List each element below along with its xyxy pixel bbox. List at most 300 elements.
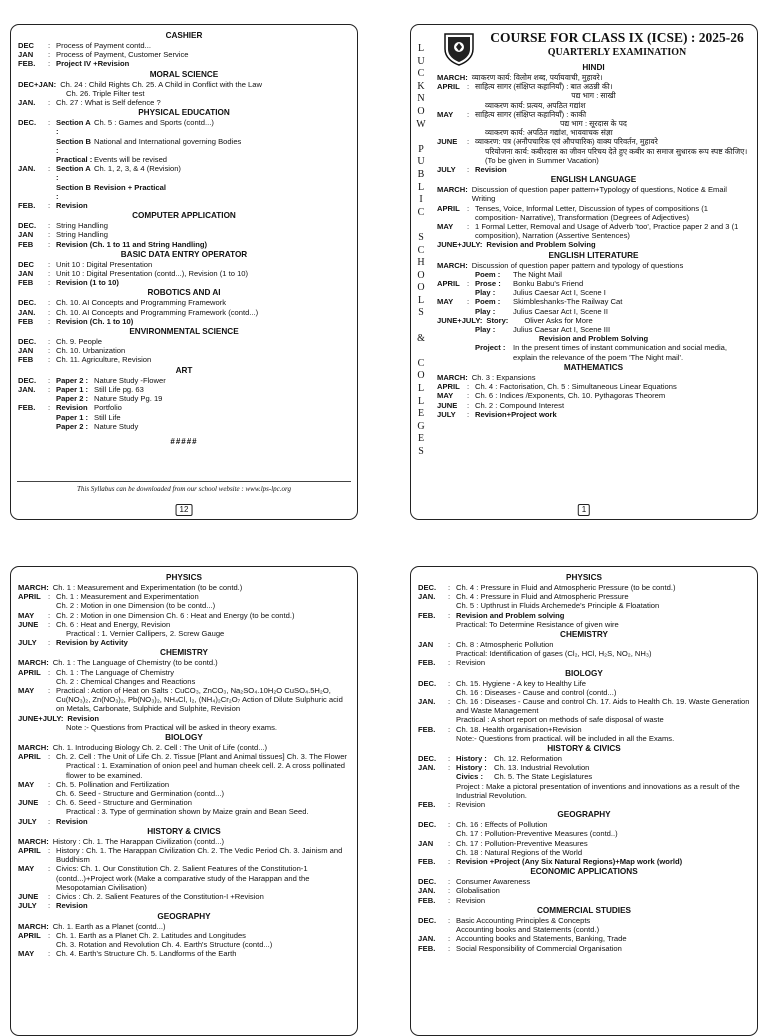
syllabus-row bbox=[18, 308, 350, 317]
row-colon: : bbox=[467, 82, 470, 92]
syllabus-row bbox=[18, 41, 350, 50]
row-text: Revision and Problem Solving bbox=[538, 334, 649, 344]
row-text: Ch. 12. Reformation bbox=[494, 754, 562, 764]
row-month bbox=[18, 761, 48, 779]
row-colon: : bbox=[48, 686, 51, 696]
syllabus-row bbox=[18, 98, 350, 107]
row-text: Ch. 9. People bbox=[56, 337, 103, 347]
row-month: JUNE bbox=[437, 400, 458, 410]
row-text: व्याकरण कार्य: विलोम शब्द, पर्यायवाची, मुहावरे। bbox=[471, 73, 603, 82]
row-colon: : bbox=[467, 165, 470, 175]
row-colon bbox=[467, 307, 475, 316]
syllabus-row bbox=[437, 373, 750, 382]
syllabus-row bbox=[18, 931, 350, 940]
row-month: MARCH: bbox=[437, 372, 468, 382]
vertical-letter: C bbox=[417, 357, 425, 369]
row-text: Ch. 4. Earth's Structure Ch. 5. Landforms of the Earth bbox=[56, 949, 237, 959]
row-text: Revision by Activity bbox=[56, 638, 128, 648]
row-month: JAN bbox=[18, 346, 34, 356]
vertical-letter: K bbox=[417, 80, 425, 92]
row-text: Consumer Awareness bbox=[456, 877, 531, 887]
row-text: Ch. 5. The State Legislatures bbox=[494, 772, 593, 782]
row-colon: : bbox=[448, 934, 451, 944]
row-colon: : bbox=[48, 278, 51, 288]
row-text: Practical : Action of Heat on Salts : CuCO₃, ZnCO₃, Na₂SO₄.10H₂O CuSO₄.5H₂O, Cu(NO₃)₂, Zn(NO₃)₂, Pb(NO₃)₂, NH₄Cl, I₂, (NH₄)₂Cr₂O₇ Action of Dilute Sulphuric acid on Metals, Carbonate, Sulphide and Sulphite, Revision bbox=[56, 686, 343, 714]
row-colon bbox=[448, 688, 456, 697]
row-label: Paper 1 : bbox=[56, 412, 89, 422]
row-colon bbox=[48, 677, 56, 686]
row-month bbox=[437, 147, 467, 165]
row-colon: : bbox=[448, 610, 451, 620]
row-text: Ch. 10. Urbanization bbox=[56, 346, 126, 356]
row-month: APRIL bbox=[18, 667, 41, 677]
syllabus-row bbox=[418, 725, 750, 734]
row-month bbox=[18, 183, 48, 201]
section-title: PHYSICS bbox=[566, 573, 602, 582]
row-month: FEB. bbox=[418, 610, 436, 620]
row-label: Play : bbox=[475, 325, 496, 335]
row-text: Practical : 1. Examination of onion peel and human cheek cell. 2. A cross pollinated flower to be examined. bbox=[66, 761, 346, 780]
row-text: Revision (Ch. 1 to 10) bbox=[56, 316, 134, 326]
syllabus-page-12 bbox=[10, 24, 358, 520]
row-month: MARCH: bbox=[18, 583, 49, 592]
section-title: BASIC DATA ENTRY OPERATOR bbox=[120, 249, 248, 259]
row-label: Paper 2 : bbox=[56, 394, 89, 404]
row-month: MARCH: bbox=[437, 260, 468, 270]
row-colon: : bbox=[448, 658, 451, 668]
row-colon bbox=[48, 807, 56, 816]
row-colon: : bbox=[448, 820, 451, 830]
syllabus-row bbox=[18, 864, 350, 892]
row-month: JUNE+JULY: bbox=[437, 240, 483, 250]
syllabus-row bbox=[418, 583, 750, 592]
row-month bbox=[437, 128, 467, 137]
row-month: MAY bbox=[18, 864, 35, 874]
row-colon: : bbox=[48, 259, 51, 269]
vertical-letter bbox=[420, 345, 423, 358]
row-colon bbox=[448, 620, 456, 629]
row-month: DEC. bbox=[418, 583, 437, 592]
row-month: JAN. bbox=[418, 592, 436, 602]
row-month bbox=[18, 155, 48, 164]
syllabus-row bbox=[437, 137, 750, 146]
row-colon bbox=[448, 601, 456, 610]
syllabus-row bbox=[437, 119, 750, 128]
page-number: 1 bbox=[578, 504, 590, 516]
row-text: Project : Make a pictoral presentation of inventions and innovations as a result of the Industrial Revolution. bbox=[456, 781, 740, 800]
row-text: Nature Study bbox=[94, 421, 139, 431]
row-colon bbox=[48, 761, 56, 779]
row-text: String Handling bbox=[56, 221, 108, 231]
row-colon: : bbox=[448, 895, 451, 905]
row-month: MAY bbox=[437, 297, 454, 307]
row-colon: : bbox=[48, 164, 51, 174]
row-colon: : bbox=[448, 754, 451, 764]
row-month: JAN. bbox=[18, 384, 36, 394]
row-month: FEB. bbox=[18, 403, 36, 413]
row-colon: : bbox=[48, 239, 51, 249]
row-month: DEC. bbox=[18, 337, 37, 347]
syllabus-row bbox=[18, 59, 350, 68]
row-month: JAN bbox=[418, 640, 434, 650]
vertical-letter: N bbox=[417, 93, 425, 105]
vertical-letter: U bbox=[417, 55, 425, 67]
row-text: Revision +Project (Any Six Natural Regions)+Map work (world) bbox=[456, 857, 683, 867]
syllabus-row bbox=[418, 734, 750, 743]
syllabus-row bbox=[437, 204, 750, 222]
syllabus-row bbox=[418, 772, 750, 781]
row-month: JAN bbox=[418, 838, 434, 848]
row-month: FEB. bbox=[18, 59, 36, 69]
vertical-letter: U bbox=[417, 156, 425, 168]
row-text: Tenses, Voice, Informal Letter, Discussion of types of compositions (1 composition- Narrative), Transformation (Degrees of Adjectives) bbox=[475, 203, 708, 222]
row-colon: : bbox=[48, 816, 51, 826]
row-month: DEC. bbox=[18, 221, 37, 231]
row-text: Skimbleshanks-The Railway Cat bbox=[513, 297, 623, 307]
row-label: Play : bbox=[475, 288, 496, 298]
section-title: PHYSICS bbox=[166, 573, 202, 582]
row-month: MAY bbox=[18, 686, 35, 696]
row-month bbox=[18, 394, 48, 403]
row-colon: : bbox=[467, 222, 470, 232]
syllabus-row bbox=[18, 743, 350, 752]
section-title: MORAL SCIENCE bbox=[149, 69, 219, 79]
row-text: परियोजना कार्य: कबीरदास का जीवन परिचय देते हुए कबीर का समाज सुधारक रूप स्पष्ट कीजिए। (To be given in Summer Vacation) bbox=[485, 146, 748, 165]
syllabus-row bbox=[18, 422, 350, 431]
row-colon bbox=[448, 715, 456, 724]
row-colon: : bbox=[48, 892, 51, 902]
syllabus-row bbox=[18, 137, 350, 155]
row-text: Ch. 10. AI Concepts and Programming Framework (contd...) bbox=[56, 307, 259, 317]
row-colon: : bbox=[48, 346, 51, 356]
row-text: Revision bbox=[56, 816, 88, 826]
row-text: साहित्य सागर (संक्षिप्त कहानियाँ) : बात अठन्नी की। bbox=[475, 82, 613, 92]
syllabus-row bbox=[437, 343, 750, 361]
row-month: MARCH: bbox=[437, 185, 468, 195]
row-month bbox=[418, 734, 448, 743]
syllabus-row bbox=[18, 723, 350, 732]
row-colon bbox=[48, 155, 56, 164]
row-text: Ch. 10. AI Concepts and Programming Framework bbox=[56, 298, 227, 308]
syllabus-row bbox=[18, 592, 350, 601]
row-month: MAY bbox=[18, 949, 35, 959]
row-text: पद्य भाग : सूरदास के पद bbox=[560, 119, 627, 129]
row-colon: : bbox=[48, 221, 51, 231]
vertical-letter: O bbox=[417, 269, 425, 281]
row-colon: : bbox=[448, 697, 451, 707]
row-month: FEB bbox=[18, 316, 34, 326]
row-month bbox=[18, 789, 48, 798]
syllabus-row bbox=[437, 73, 750, 82]
syllabus-row bbox=[18, 413, 350, 422]
syllabus-row bbox=[418, 800, 750, 809]
row-text: Julius Caesar Act I, Scene III bbox=[513, 325, 611, 335]
vertical-letter: C bbox=[417, 206, 425, 218]
section-title: COMPUTER APPLICATION bbox=[132, 211, 236, 221]
row-text: व्याकरण कार्य: अपठित गद्यांश, भाववाचक संज्ञा bbox=[485, 128, 613, 138]
row-text: Note :- Questions from Practical will be asked in theory exams. bbox=[66, 722, 278, 732]
row-text: Ch. 16 : Diseases - Cause and control Ch. 17. Aids to Health Ch. 19. Waste Generation and Waste Management bbox=[456, 697, 750, 716]
section-title: COMMERCIAL STUDIES bbox=[536, 905, 631, 915]
row-text: Ch. 18 : Natural Regions of the World bbox=[456, 847, 583, 857]
row-month bbox=[437, 343, 467, 361]
row-text: Ch. 4 : Pressure in Fluid and Atmospheric Pressure (to be contd.) bbox=[456, 583, 676, 592]
row-month: FEB bbox=[18, 239, 34, 249]
row-month bbox=[18, 677, 48, 686]
row-month: JUNE+JULY: bbox=[18, 713, 64, 723]
row-label: Paper 2 : bbox=[56, 375, 89, 385]
row-colon bbox=[448, 649, 456, 658]
row-month: JAN. bbox=[18, 98, 36, 108]
syllabus-row bbox=[18, 940, 350, 949]
row-text: Ch. 2 : Chemical Changes and Reactions bbox=[56, 676, 196, 686]
row-text: Ch. 5 : Games and Sports (contd...) bbox=[94, 118, 214, 128]
row-text: Accounting books and Statements, Banking, Trade bbox=[456, 934, 627, 944]
row-colon: : bbox=[48, 230, 51, 240]
syllabus-row bbox=[18, 789, 350, 798]
section-title: ECONOMIC APPLICATIONS bbox=[530, 867, 638, 877]
row-month bbox=[418, 601, 448, 610]
syllabus-row bbox=[18, 638, 350, 647]
syllabus-row bbox=[18, 658, 350, 667]
row-text: Unit 10 : Digital Presentation (contd...), Revision (1 to 10) bbox=[56, 269, 249, 279]
row-label: Play : bbox=[475, 306, 496, 316]
row-colon bbox=[448, 829, 456, 838]
row-colon bbox=[467, 288, 475, 297]
row-label: Section A : bbox=[56, 118, 91, 137]
row-colon: : bbox=[48, 667, 51, 677]
row-text: Globalisation bbox=[456, 886, 500, 896]
row-month: DEC. bbox=[418, 754, 437, 764]
row-text: Julius Caesar Act I, Scene I bbox=[513, 288, 606, 298]
syllabus-row bbox=[18, 230, 350, 239]
row-month: MAY bbox=[437, 391, 454, 401]
row-month: JUNE bbox=[18, 892, 39, 902]
row-month: FEB. bbox=[418, 857, 436, 867]
section-title: ENVIRONMENTAL SCIENCE bbox=[129, 327, 239, 337]
syllabus-row bbox=[18, 629, 350, 638]
row-month: FEB. bbox=[418, 895, 436, 905]
row-text: Practical : 3. Type of germination shown by Maize grain and Bean Seed. bbox=[66, 807, 309, 817]
vertical-letter bbox=[420, 219, 423, 232]
vertical-letter: I bbox=[419, 194, 423, 206]
syllabus-row bbox=[418, 697, 750, 715]
row-text: Ch. 2. Cell : The Unit of Life Ch. 2. Tissue [Plant and Animal tissues] Ch. 3. The Flower bbox=[56, 752, 347, 762]
row-month bbox=[418, 620, 448, 629]
syllabus-row bbox=[418, 782, 750, 800]
school-name-vertical bbox=[414, 43, 428, 459]
row-colon bbox=[48, 601, 56, 610]
syllabus-row bbox=[437, 325, 750, 334]
section-title: CHEMISTRY bbox=[160, 648, 208, 658]
section-title: MATHEMATICS bbox=[563, 362, 624, 372]
row-text: Ch. 16 : Diseases - Cause and control (contd...) bbox=[456, 687, 617, 697]
row-month: JAN. bbox=[18, 164, 36, 174]
syllabus-row bbox=[18, 346, 350, 355]
syllabus-row bbox=[418, 925, 750, 934]
syllabus-row bbox=[18, 892, 350, 901]
row-colon: : bbox=[467, 109, 470, 119]
row-month bbox=[18, 601, 48, 610]
row-text: Discussion of question paper pattern+Typology of questions, Notice & Email Writing bbox=[471, 185, 727, 204]
row-text: History : Ch. 1. The Harappan Civilization (contd...) bbox=[52, 836, 225, 846]
syllabus-row bbox=[418, 649, 750, 658]
row-text: Julius Caesar Act I, Scene II bbox=[513, 306, 608, 316]
row-month: MAY bbox=[18, 779, 35, 789]
row-text: Revision bbox=[456, 658, 486, 668]
row-text: Ch. 15. Hygiene - A key to Healthy Life bbox=[456, 678, 587, 688]
vertical-letter: O bbox=[417, 105, 425, 117]
page-3-content bbox=[18, 572, 350, 1031]
row-text: Civics : Ch. 2. Salient Features of the Constitution-I +Revision bbox=[56, 892, 264, 902]
syllabus-row bbox=[18, 837, 350, 846]
row-month: JAN bbox=[18, 230, 34, 240]
syllabus-row bbox=[18, 50, 350, 59]
row-text: History : Ch. 1. The Harappan Civilization Ch. 2. The Vedic Period Ch. 3. Jainism and Buddhism bbox=[56, 846, 343, 865]
row-text: Ch. 1. Earth as a Planet Ch. 2. Latitudes and Longitudes bbox=[56, 930, 246, 940]
row-month: APRIL bbox=[18, 930, 41, 940]
row-text: Basic Accounting Principles & Concepts bbox=[456, 915, 591, 925]
syllabus-row bbox=[418, 715, 750, 724]
section-title: CASHIER bbox=[165, 31, 203, 40]
row-colon bbox=[448, 782, 456, 800]
syllabus-row bbox=[418, 688, 750, 697]
row-text: Process of Payment contd... bbox=[56, 41, 151, 50]
row-month: APRIL bbox=[18, 846, 41, 856]
row-month bbox=[418, 715, 448, 724]
vertical-letter: B bbox=[417, 168, 425, 180]
row-colon: : bbox=[467, 400, 470, 410]
row-colon: : bbox=[48, 41, 51, 50]
syllabus-row bbox=[418, 896, 750, 905]
row-text: Project IV +Revision bbox=[56, 59, 130, 69]
row-text: Practical : 1. Vernier Callipers, 2. Screw Gauge bbox=[66, 629, 225, 639]
row-label: Revision bbox=[56, 403, 88, 413]
syllabus-row bbox=[18, 260, 350, 269]
section-title: BIOLOGY bbox=[165, 733, 203, 743]
row-label: Prose : bbox=[475, 279, 501, 289]
row-text: Revision bbox=[56, 901, 88, 911]
syllabus-row bbox=[437, 91, 750, 100]
syllabus-row bbox=[418, 592, 750, 601]
row-text: Discussion of question paper pattern and typology of questions bbox=[471, 260, 684, 270]
syllabus-row bbox=[437, 270, 750, 279]
row-label: Project : bbox=[475, 343, 506, 353]
syllabus-row bbox=[418, 877, 750, 886]
row-month: JUNE+JULY: bbox=[437, 315, 483, 325]
syllabus-row bbox=[18, 714, 350, 723]
row-text: Ch. 4 : Factorisation, Ch. 5 : Simultaneous Linear Equations bbox=[475, 382, 677, 392]
row-text: Revision bbox=[475, 165, 507, 175]
syllabus-row bbox=[418, 658, 750, 667]
row-month: APRIL bbox=[437, 82, 460, 92]
course-title: COURSE FOR CLASS IX (ICSE) : 2025-26 bbox=[490, 30, 744, 45]
section-title: GEOGRAPHY bbox=[557, 810, 611, 820]
vertical-letter: L bbox=[417, 181, 425, 193]
row-month: FEB bbox=[18, 355, 34, 365]
row-text: Unit 10 : Digital Presentation bbox=[56, 259, 153, 269]
row-colon bbox=[48, 629, 56, 638]
page-12-content bbox=[18, 30, 350, 499]
row-month bbox=[437, 307, 467, 316]
section-title: PHYSICAL EDUCATION bbox=[138, 108, 230, 118]
vertical-letter: S bbox=[418, 231, 424, 243]
row-colon bbox=[448, 848, 456, 857]
section-title: HISTORY & CIVICS bbox=[147, 826, 221, 836]
syllabus-row bbox=[437, 307, 750, 316]
row-colon: : bbox=[448, 857, 451, 867]
row-text: Ch. 3. Rotation and Revolution Ch. 4. Earth's Structure (contd...) bbox=[56, 939, 273, 949]
row-text: Ch. 11. Agriculture, Revision bbox=[56, 355, 152, 365]
row-text: Ch. 13. Industrial Revolution bbox=[494, 763, 590, 773]
syllabus-row bbox=[418, 763, 750, 772]
row-month bbox=[418, 688, 448, 697]
syllabus-row bbox=[437, 288, 750, 297]
syllabus-row bbox=[437, 128, 750, 137]
row-label: Section B : bbox=[56, 182, 92, 201]
row-text: Revision and Problem Solving bbox=[486, 240, 596, 250]
row-text: Revision (1 to 10) bbox=[56, 278, 119, 288]
download-footnote: This Syllabus can be downloaded from our school website : www.lps-lpc.org bbox=[17, 481, 351, 493]
row-text: Practical: Identification of gases (Cl₂, HCl, H₂S, NO₂, NH₃) bbox=[456, 649, 652, 659]
section-title: CHEMISTRY bbox=[560, 630, 608, 640]
row-colon: : bbox=[48, 98, 51, 108]
row-text: 1 Formal Letter, Removal and Usage of Adverb 'too', Practice paper 2 and 3 (1 composition), Narration (Assertive Sentences) bbox=[475, 222, 739, 241]
syllabus-row bbox=[18, 949, 350, 958]
row-month bbox=[18, 940, 48, 949]
row-colon: : bbox=[48, 779, 51, 789]
row-colon: : bbox=[448, 678, 451, 688]
row-month bbox=[418, 772, 448, 781]
row-colon: : bbox=[467, 137, 470, 147]
row-month: APRIL bbox=[437, 279, 460, 289]
vertical-letter: W bbox=[416, 118, 426, 130]
row-text: Ch. 4 : Pressure in Fluid and Atmospheric Pressure bbox=[456, 592, 629, 602]
row-label: History : bbox=[456, 754, 487, 764]
syllabus-row bbox=[18, 846, 350, 864]
row-month: MARCH: bbox=[18, 836, 49, 846]
syllabus-row bbox=[18, 201, 350, 210]
row-month: APRIL bbox=[437, 382, 460, 392]
row-label: Section A : bbox=[56, 164, 91, 183]
row-month: JUNE bbox=[18, 798, 39, 808]
row-month: JAN. bbox=[418, 763, 436, 773]
syllabus-row bbox=[418, 886, 750, 895]
row-colon: : bbox=[467, 203, 470, 213]
row-month bbox=[18, 723, 48, 732]
section-title: GEOGRAPHY bbox=[157, 911, 211, 921]
row-colon: : bbox=[467, 279, 470, 289]
row-month: FEB bbox=[18, 278, 34, 288]
row-month: JUNE bbox=[437, 137, 458, 147]
page-number: 12 bbox=[176, 504, 193, 516]
row-text: Nature Study Pg. 19 bbox=[94, 394, 163, 404]
vertical-letter: E bbox=[417, 408, 425, 420]
row-text: Ch. 1. Earth as a Planet (contd...) bbox=[52, 921, 166, 931]
row-colon bbox=[467, 128, 475, 137]
row-text: Process of Payment, Customer Service bbox=[56, 50, 189, 60]
row-colon: : bbox=[48, 316, 51, 326]
row-text: Accounting books and Statements (contd.) bbox=[456, 925, 600, 935]
syllabus-row bbox=[18, 761, 350, 779]
syllabus-row bbox=[437, 279, 750, 288]
section-title: ROBOTICS AND AI bbox=[147, 288, 221, 298]
row-text: Ch. 17 : Pollution-Preventive Measures (contd..) bbox=[456, 829, 618, 839]
syllabus-row bbox=[18, 155, 350, 164]
row-month: JAN. bbox=[418, 934, 436, 944]
syllabus-row bbox=[18, 337, 350, 346]
row-text: Ch. 3 : Expansions bbox=[471, 372, 536, 382]
